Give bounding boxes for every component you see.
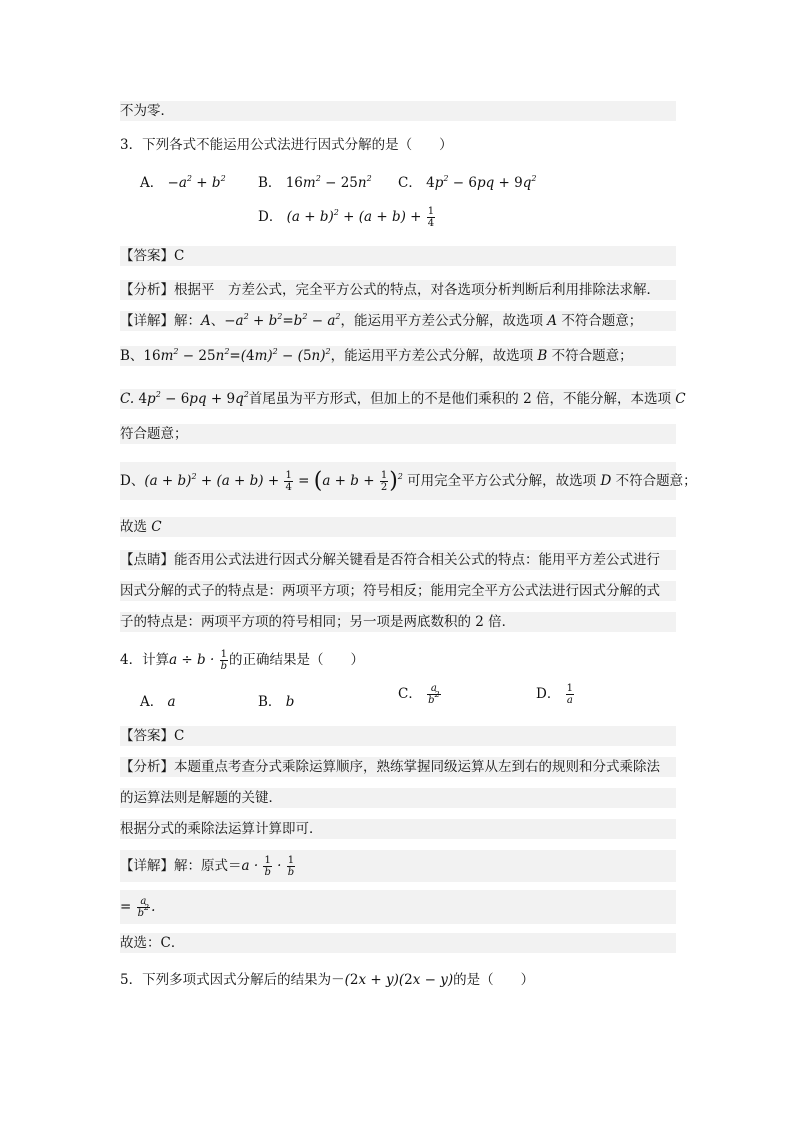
q4-option-d: D． $\frac{1}{a}$ [536, 683, 573, 706]
q3-option-d: D． $(a + b)^2 + (a + b)$ + $\frac{1}{4}$ [258, 206, 435, 229]
q3-detail-c: C. $4p^2 - 6pq + 9q^2$首尾虽为平方形式，但加上的不是他们乘积的 2 倍，不能分解，本选项 C [120, 390, 686, 407]
q4-analysis-3: 根据分式的乘除法运算计算即可． [120, 819, 676, 839]
q4-option-a: A． a [140, 694, 176, 710]
question-5-stem: 5．下列多项式因式分解后的结果为－(2x + y)(2x − y)的是（ ） [120, 972, 535, 988]
q3-detail-c-cont: 符合题意； [120, 424, 676, 444]
q3-choose: 故选 C [120, 517, 676, 537]
q4-analysis-2: 的运算法则是解题的关键． [120, 788, 676, 808]
question-4-stem: 4．计算a ÷ b · $\frac{1}{b}$ 的正确结果是（ ） [120, 649, 364, 672]
q3-option-b: B． $16m^2 - 25n^2$ [258, 174, 372, 191]
q4-choose: 故选：C． [120, 933, 676, 953]
q4-option-c: C． $\frac{a}{b^2}$ [398, 683, 440, 706]
q4-detail: 【详解】解：原式＝a · $\frac{1}{b}$ · $\frac{1}{b}$ [120, 850, 676, 882]
q3-tip-line-3: 子的特点是：两项平方项的符号相同；另一项是两底数积的 2 倍． [120, 612, 676, 632]
q3-detail-a: 【详解】解：A、$-a^2 + b^2=b^2 - a^2$，能运用平方差公式分解，故选项 A 不符合题意； [120, 311, 676, 331]
q3-option-a: A． $-a^2 + b^2$ [140, 174, 226, 191]
q3-detail-d: D、$(a + b)^2 + (a + b)$ + $\frac{1}{4}$ = (a + b + $\frac{1}{2}$ )$^2$ 可用完全平方公式分解，故选项 D 不符合题意； [120, 462, 676, 500]
q3-tip-line-2: 因式分解的式子的特点是：两项平方项；符号相反；能用完全平方公式法进行因式分解的式 [120, 581, 676, 601]
q4-analysis-1: 【分析】本题重点考查分式乘除运算顺序，熟练掌握同级运算从左到右的规则和分式乘除法 [120, 757, 676, 777]
q3-tip-line-1: 【点睛】能否用公式法进行因式分解关键看是否符合相关公式的特点：能用平方差公式进行 [120, 550, 676, 570]
q4-option-b: B． b [258, 694, 295, 710]
question-3-stem: 3．下列各式不能运用公式法进行因式分解的是（ ） [120, 137, 453, 153]
q3-detail-b: B、$16m^2 - 25n^2=(4m)^2 - (5n)^2$，能运用平方差公式分解，故选项 B 不符合题意； [120, 346, 676, 366]
q3-analysis: 【分析】根据平 方差公式，完全平方公式的特点，对各选项分析判断后利用排除法求解． [120, 280, 676, 300]
q3-answer: 【答案】C [120, 246, 676, 266]
q4-detail-result: = $\frac{a}{b^2}$ . [120, 890, 676, 924]
q3-option-c: C． $4p^2 - 6pq + 9q^2$ [398, 174, 537, 191]
q4-answer: 【答案】C [120, 726, 676, 746]
previous-answer-tail: 不为零． [120, 101, 676, 121]
